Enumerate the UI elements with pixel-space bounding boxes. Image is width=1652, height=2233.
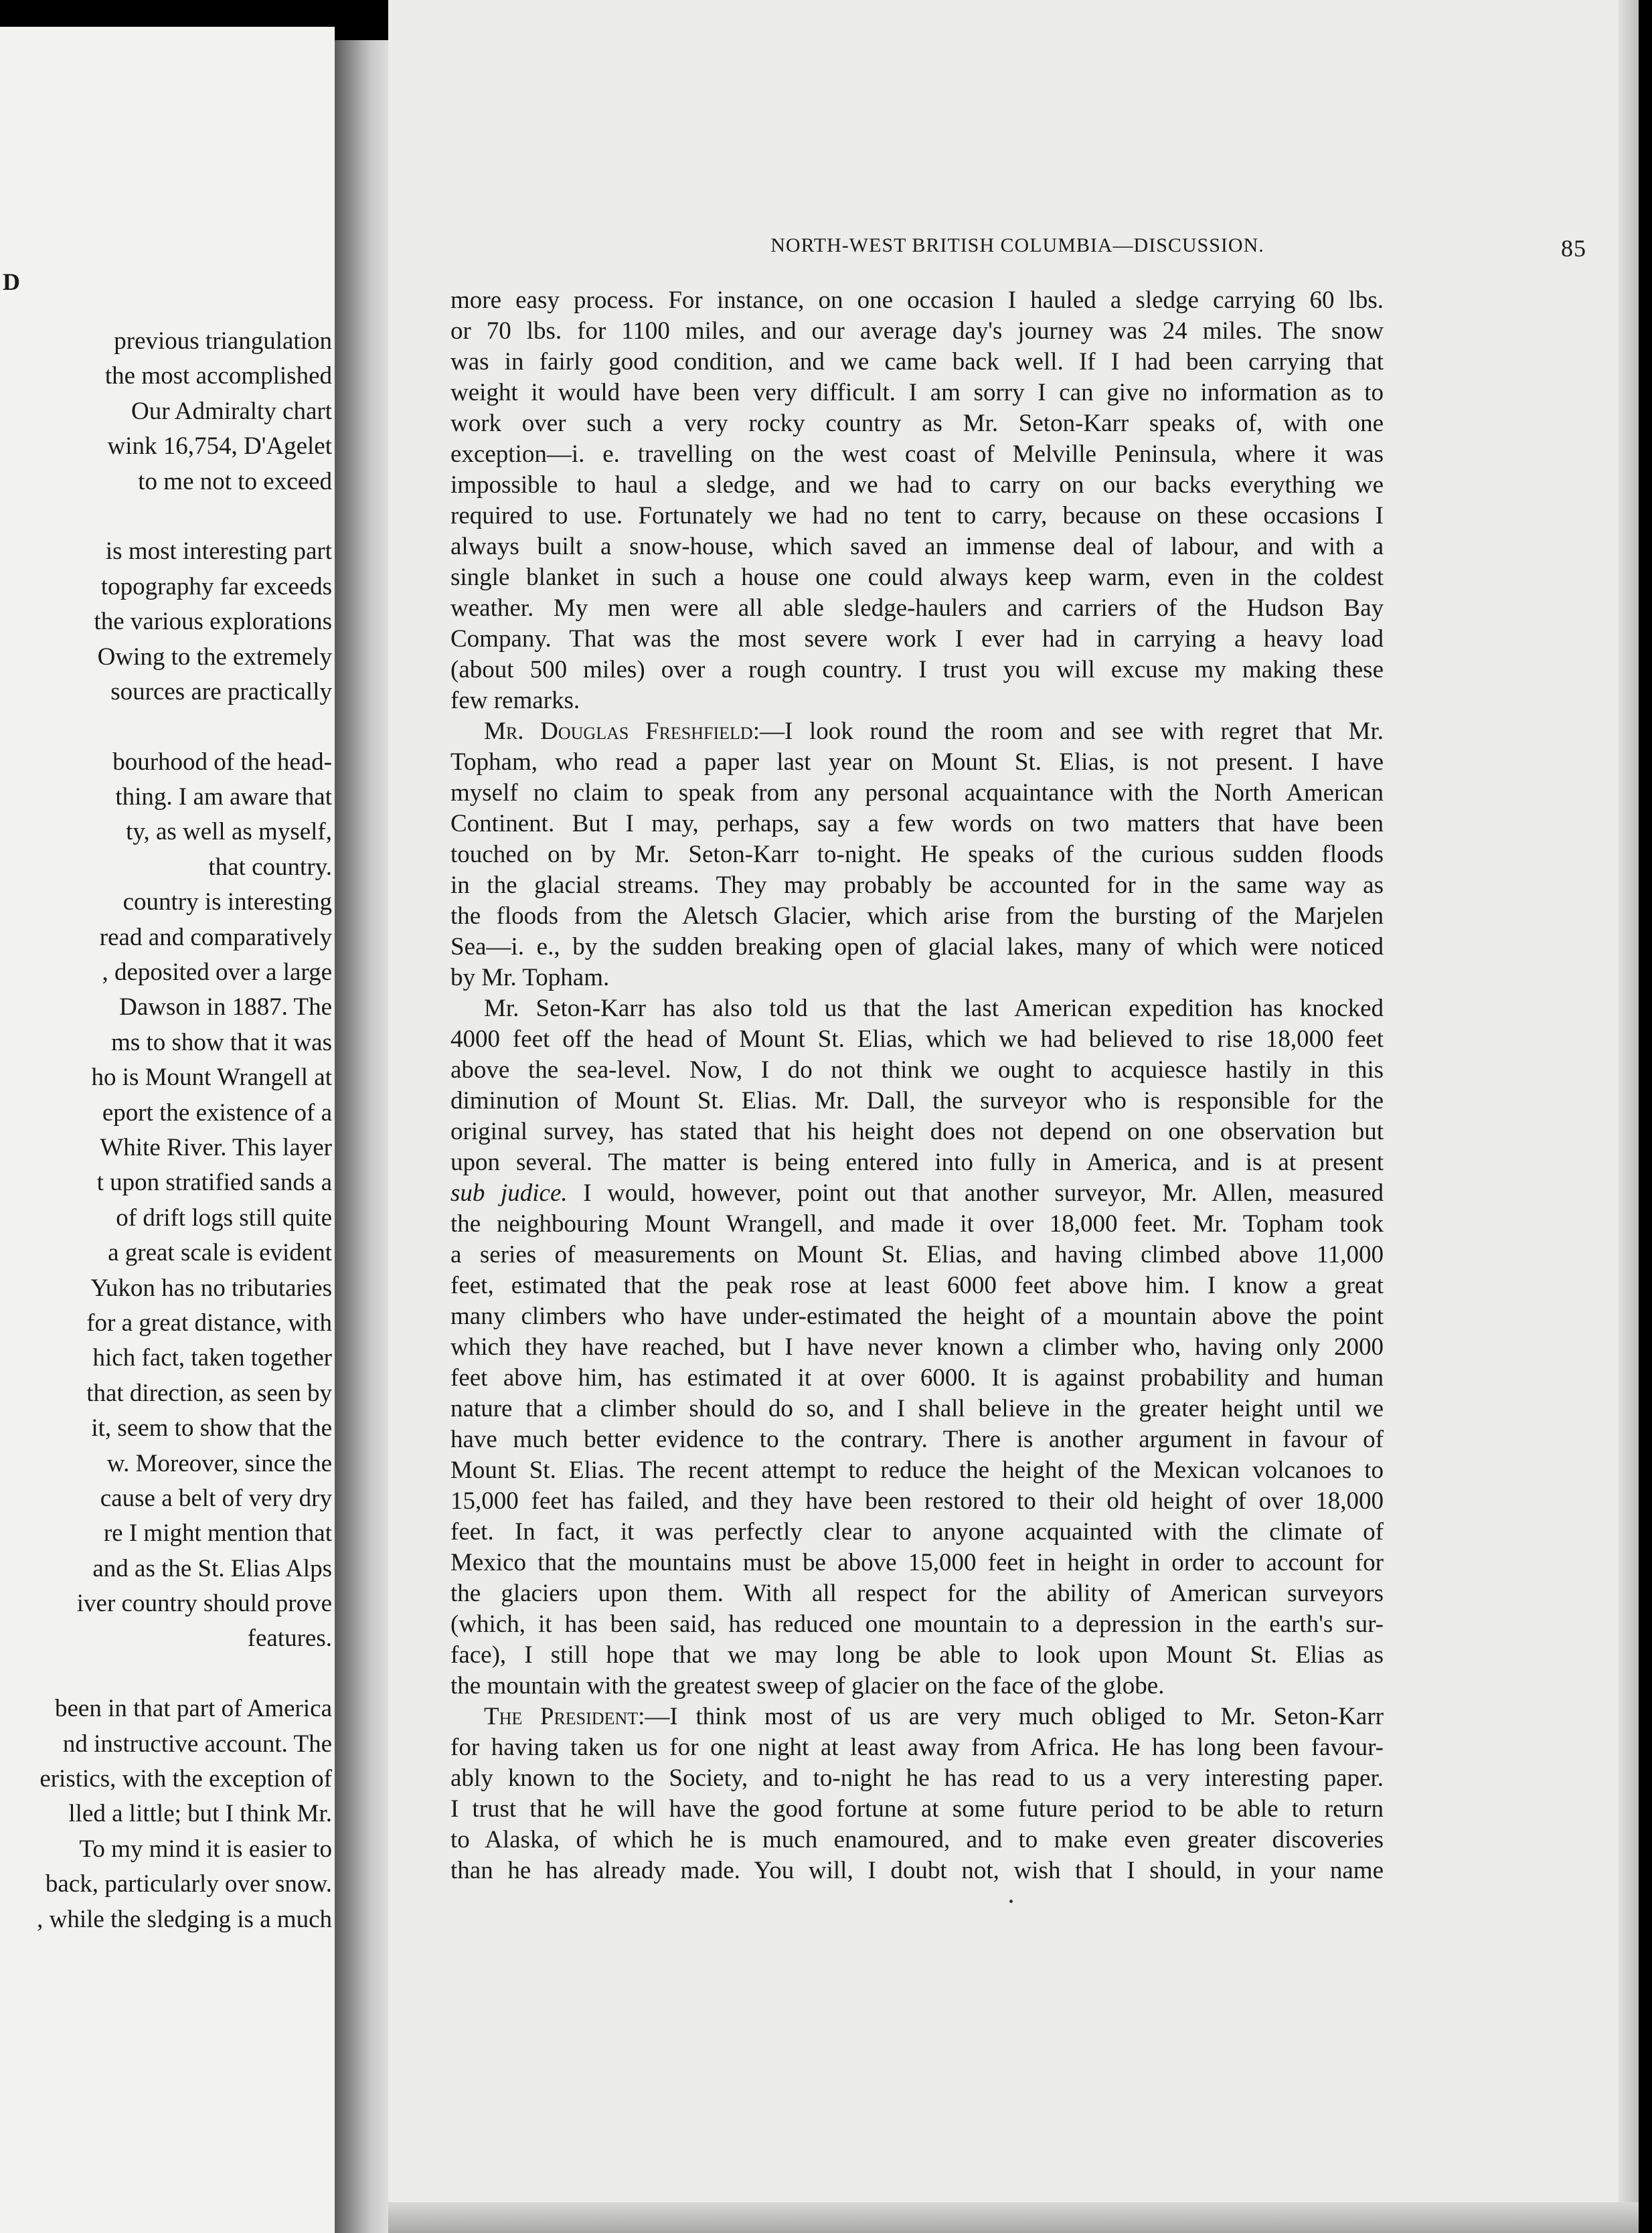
text-line: country is interesting [122,888,332,916]
text-line: feet. In fact, it was perfectly clear to anyone acquainted with the climate of [450,1518,1384,1546]
text-line: that country. [208,853,332,881]
text-line: iver country should prove [76,1590,332,1618]
page-number: 85 [1561,235,1586,262]
text-line: the floods from the Aletsch Glacier, which arise from the bursting of the Marjelen [450,902,1384,930]
left-facing-page [0,27,335,2233]
text-line: the various explorations [94,608,332,636]
text-line: a great scale is evident [108,1239,332,1267]
text-line: White River. This layer [100,1133,332,1161]
text-line: eport the existence of a [102,1098,332,1127]
text-line: ably known to the Society, and to-night he has read to us a very interesting paper. [450,1764,1384,1792]
text-line: single blanket in such a house one could always keep warm, even in the coldest [450,564,1384,591]
line-text: :—I look round the room and see with regret that Mr. [752,718,1384,745]
text-line: and as the St. Elias Alps [92,1554,332,1582]
text-line: features. [247,1625,332,1653]
text-line: sources are practically [110,677,332,706]
text-line: lled a little; but I think Mr. [68,1800,332,1828]
text-line: sub judice. I would, however, point out that another surveyor, Mr. Allen, measured [450,1179,1384,1207]
text-line: w. Moreover, since the [106,1449,332,1477]
speaker-name: Mr. Douglas Freshfield [484,718,753,745]
text-line: in the glacial streams. They may probably be accounted for in the same way as [450,872,1384,899]
speaker-name: The President [484,1703,639,1730]
text-line: (about 500 miles) over a rough country. I trust you will excuse my making these [450,656,1384,683]
text-line: Company. That was the most severe work I ever had in carrying a heavy load [450,625,1384,653]
paragraph-mount-st-elias [450,993,1384,1702]
text-line: ms to show that it was [111,1028,332,1056]
text-line: nd instructive account. The [62,1730,332,1758]
text-line: Mr. Seton-Karr has also told us that the last American expedition has knocked [484,995,1384,1022]
text-line: nature that a climber should do so, and I shall believe in the greater height until we [450,1395,1384,1422]
text-line: Topham, who read a paper last year on Mount St. Elias, is not present. I have [450,748,1384,776]
text-line: a series of measurements on Mount St. Elias, and having climbed above 11,000 [450,1241,1384,1268]
text-line: Sea—i. e., by the sudden breaking open of glacial lakes, many of which were noticed [450,933,1384,961]
text-line: been in that part of America [54,1695,332,1723]
text-line: , deposited over a large [102,959,332,987]
text-line: topography far exceeds [100,572,332,600]
text-line: wink 16,754, D'Agelet [107,432,332,461]
text-line: ho is Mount Wrangell at [91,1064,332,1092]
text-line: required to use. Fortunately we had no tent to carry, because on these occasions I [450,502,1384,529]
text-line: touched on by Mr. Seton-Karr to-night. He speaks of the curious sudden floods [450,841,1384,868]
text-line: myself no claim to speak from any personal acquaintance with the North American [450,779,1384,807]
paragraph-president [450,1702,1384,1886]
text-line: the glaciers upon them. With all respect for the ability of American surveyors [450,1580,1384,1607]
right-page [388,0,1639,2233]
text-line: previous triangulation [114,327,332,355]
text-line [0,499,332,534]
text-line: 15,000 feet has failed, and they have been restored to their old height of over 18,000 [450,1487,1384,1515]
text-line [0,1657,332,1691]
left-page-text [0,324,332,1937]
text-line: read and comparatively [99,923,332,951]
text-line: for a great distance, with [86,1309,332,1337]
text-line: was in fairly good condition, and we came back well. If I had been carrying that [450,348,1384,376]
text-line: exception—i. e. travelling on the west coast of Melville Peninsula, where it was [450,440,1384,468]
text-line: upon several. The matter is being entered into fully in America, and is at present [450,1149,1384,1176]
text-line: to me not to exceed [138,467,332,495]
text-line: weather. My men were all able sledge-haulers and carriers of the Hudson Bay [450,594,1384,622]
body-text [450,285,1384,1886]
text-line: weight it would have been very difficult. I am sorry I can give no information as to [450,379,1384,406]
text-line: to Alaska, of which he is much enamoured, and to make even greater discoveries [450,1826,1384,1853]
text-line: eristics, with the exception of [39,1765,332,1793]
text-line: always built a snow-house, which saved an immense deal of labour, and with a [450,533,1384,560]
running-title: NORTH-WEST BRITISH COLUMBIA—DISCUSSION. [770,234,1264,256]
text-line: re I might mention that [103,1519,332,1548]
text-line: 4000 feet off the head of Mount St. Elias, which we had believed to rise 18,000 feet [450,1025,1384,1053]
text-line: Dawson in 1887. The [119,993,332,1021]
left-running-head-fragment: D [3,268,20,295]
text-line: the mountain with the greatest sweep of glacier on the face of the globe. [450,1672,1165,1700]
text-line: it, seem to show that the [91,1414,332,1442]
text-line: Continent. But I may, perhaps, say a few words on two matters that have been [450,810,1384,837]
text-line: feet, estimated that the peak rose at least 6000 feet above him. I know a great [450,1272,1384,1299]
text-line [0,710,332,744]
text-line: back, particularly over snow. [45,1870,332,1898]
text-line: the most accomplished [104,362,332,390]
text-line: is most interesting part [105,537,332,566]
text-line: hich fact, taken together [92,1344,332,1372]
text-line: cause a belt of very dry [100,1484,332,1512]
text-line: diminution of Mount St. Elias. Mr. Dall, the surveyor who is responsible for the [450,1087,1384,1114]
text-line: Mount St. Elias. The recent attempt to reduce the height of the Mexican volcanoes to [450,1457,1384,1484]
text-line: impossible to haul a sledge, and we had to carry on our backs everything we [450,471,1384,499]
text-line: feet above him, has estimated it at over 6000. It is against probability and human [450,1364,1384,1392]
text-line: Yukon has no tributaries [90,1274,332,1302]
text-line: thing. I am aware that [115,783,332,811]
text-line: ty, as well as myself, [126,818,332,846]
text-line: of drift logs still quite [116,1204,332,1232]
text-line: , while the sledging is a much [37,1905,332,1933]
text-line: the neighbouring Mount Wrangell, and made it over 18,000 feet. Mr. Topham took [450,1210,1384,1238]
text-line: face), I still hope that we may long be able to look upon Mount St. Elias as [450,1641,1384,1669]
text-line: by Mr. Topham. [450,964,610,991]
ink-speck [1009,1900,1013,1903]
text-line: for having taken us for one night at least away from Africa. He has long been favour- [450,1734,1384,1761]
text-line: more easy process. For instance, on one occasion I hauled a sledge carrying 60 lbs. [450,286,1384,314]
text-line: above the sea-level. Now, I do not think we ought to acquiesce hastily in this [450,1056,1384,1084]
bottom-page-edge [388,2202,1639,2233]
text-line [450,1702,1384,1732]
text-line: Mexico that the mountains must be above 15,000 feet in height in order to account for [450,1549,1384,1576]
text-line: original survey, has stated that his height does not depend on one observation but [450,1118,1384,1145]
text-line: which they have reached, but I have never known a climber who, having only 2000 [450,1333,1384,1361]
text-line: bourhood of the head- [112,748,332,776]
paragraph-rae-remarks [450,285,1384,716]
text-line: Our Admiralty chart [131,397,332,425]
text-line: Owing to the extremely [97,643,332,671]
line-text: :—I think most of us are very much obliged to Mr. Seton-Karr [638,1703,1384,1730]
text-line: (which, it has been said, has reduced one mountain to a depression in the earth's sur- [450,1610,1384,1638]
book-gutter-shadow [335,40,395,2233]
text-line: t upon stratified sands a [96,1169,332,1197]
text-line: that direction, as seen by [86,1379,332,1407]
italic-phrase: sub judice. [450,1179,568,1207]
paragraph-freshfield [450,716,1384,993]
text-line: few remarks. [450,687,580,714]
text-line: have much better evidence to the contrary. There is another argument in favour of [450,1426,1384,1453]
text-line: or 70 lbs. for 1100 miles, and our average day's journey was 24 miles. The snow [450,317,1384,345]
text-line [450,716,1384,747]
text-line: many climbers who have under-estimated the height of a mountain above the point [450,1303,1384,1330]
text-line: I trust that he will have the good fortune at some future period to be able to return [450,1795,1384,1823]
text-line: To my mind it is easier to [79,1835,332,1863]
page-edge [1619,0,1639,2233]
text-line: than he has already made. You will, I doubt not, wish that I should, in your name [450,1857,1384,1884]
text-line: work over such a very rocky country as Mr. Seton-Karr speaks of, with one [450,410,1384,437]
